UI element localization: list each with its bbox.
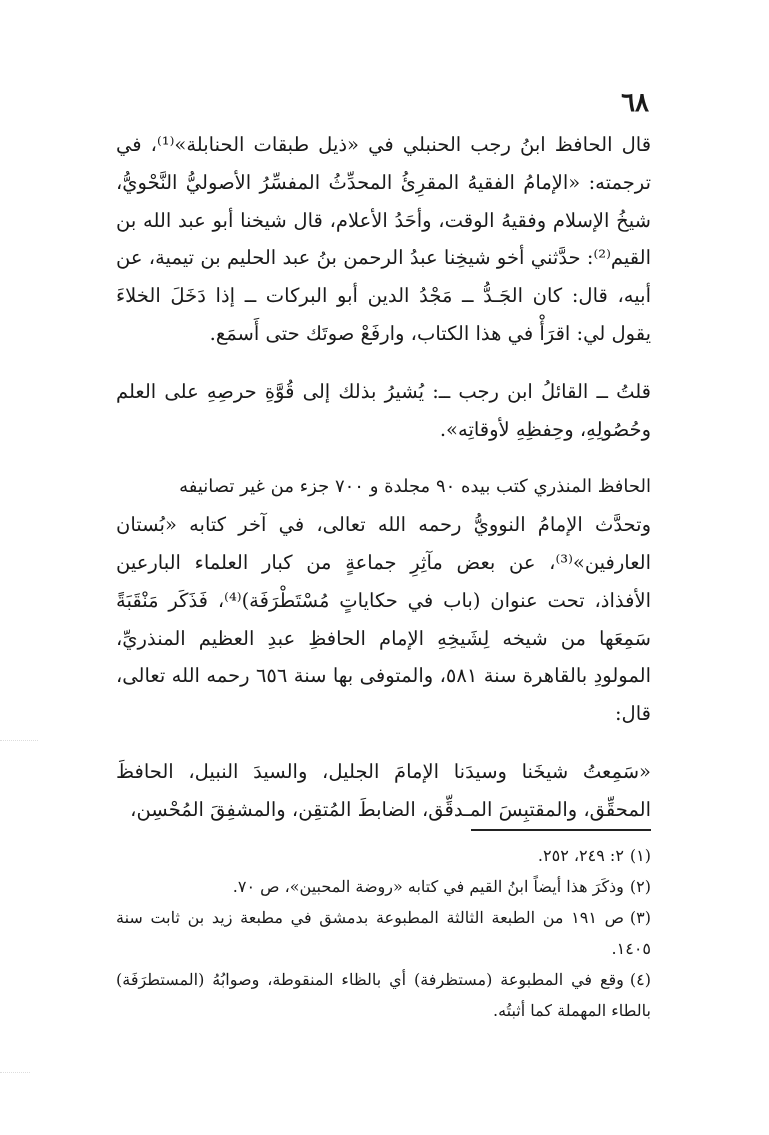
footnote-number: (٤)	[629, 970, 651, 989]
footnote-text: وذكَرَ هذا أيضاً ابنُ القيم في كتابه «روضة المحبين»، ص ٧٠.	[232, 877, 624, 896]
footnote	[116, 871, 651, 902]
footnote-text: ٢: ٢٤٩، ٢٥٢.	[537, 846, 624, 865]
footnote	[116, 902, 651, 964]
main-text	[116, 126, 651, 829]
footnote-text: ص ١٩١ من الطبعة الثالثة المطبوعة بدمشق في مطبعة زيد بن ثابت سنة ١٤٠٥.	[116, 908, 651, 958]
paragraph-author-comment: قلتُ ــ القائلُ ابن رجب ــ: يُشيرُ بذلك إلى قُوَّةِ حرصِهِ على العلم وحُصُولِهِ، وحِفظِهِ لأوقاتِه».	[116, 379, 651, 441]
footnote-number: (٣)	[629, 908, 651, 927]
scan-speck	[0, 740, 38, 741]
footnote-number: (٢)	[629, 877, 651, 896]
footnote-separator	[471, 829, 651, 831]
paragraph-ibn-rajab-quote: قال الحافظ ابنُ رجب الحنبلي في «ذيل طبقات الحنابلة»⁽¹⁾، في ترجمته: «الإمامُ الفقيهُ المقرِئُ المحدِّثُ المفسِّرُ الأصوليُّ النَّحْويُّ، شيخُ الإسلام وفقيهُ الوقت، وأحَدُ الأعلام، قال شيخنا أبو عبد الله بن القيم⁽²⁾: حدَّثني أخو شيخِنا عبدُ الرحمن بنُ عبد الحليم بن تيمية، عن أبيه، قال: كان الجَـدُّ ــ مَجْدُ الدين أبو البركات ــ إذا دَخَلَ الخلاءَ يقول لي: اقرَأْ في هذا الكتاب، وارفَعْ صوتَك حتى أَسمَع.	[116, 133, 652, 345]
paragraph-handwritten-note: الحافظ المنذري كتب بيده ٩٠ مجلدة و ٧٠٠ جزء من غير تصانيفه	[179, 476, 651, 498]
footnote	[116, 964, 651, 1026]
paragraph-nawawi: وتحدَّث الإمامُ النوويُّ رحمه الله تعالى، في آخر كتابه «بُستان العارفين»⁽³⁾، عن بعض مآثِرِ جماعةٍ من كبار العلماء البارعين الأفذاذ، تحت عنوان (باب في حكاياتٍ مُسْتَطْرَفَة)⁽⁴⁾، فَذَكَر مَنْقَبَةً سَمِعَها من شيخه لِشَيخِهِ الإمام الحافظِ عبدِ العظيم المنذريِّ، المولودِ بالقاهرة سنة ٥٨١، والمتوفى بها سنة ٦٥٦ رحمه الله تعالى، قال:	[116, 513, 651, 726]
footnote	[116, 840, 651, 871]
footnote-number: (١)	[629, 846, 651, 865]
footnotes	[116, 840, 651, 1026]
paragraph-quote-start: «سَمِعتُ شيخَنا وسيدَنا الإمامَ الجليل، والسيدَ النبيل، الحافظَ المحقِّق، والمقتبِسَ المـدقِّق، الضابطَ المُتقِن، والمشفِقَ المُحْسِن،	[116, 759, 651, 821]
footnote-text: وقع في المطبوعة (مستظرفة) أي بالظاء المنقوطة، وصوابُهُ (المستطرَفَة) بالطاء المهملة كما أثبتُه.	[116, 970, 651, 1020]
page-number: ٦٨	[621, 88, 649, 118]
scan-speck	[0, 1072, 30, 1073]
